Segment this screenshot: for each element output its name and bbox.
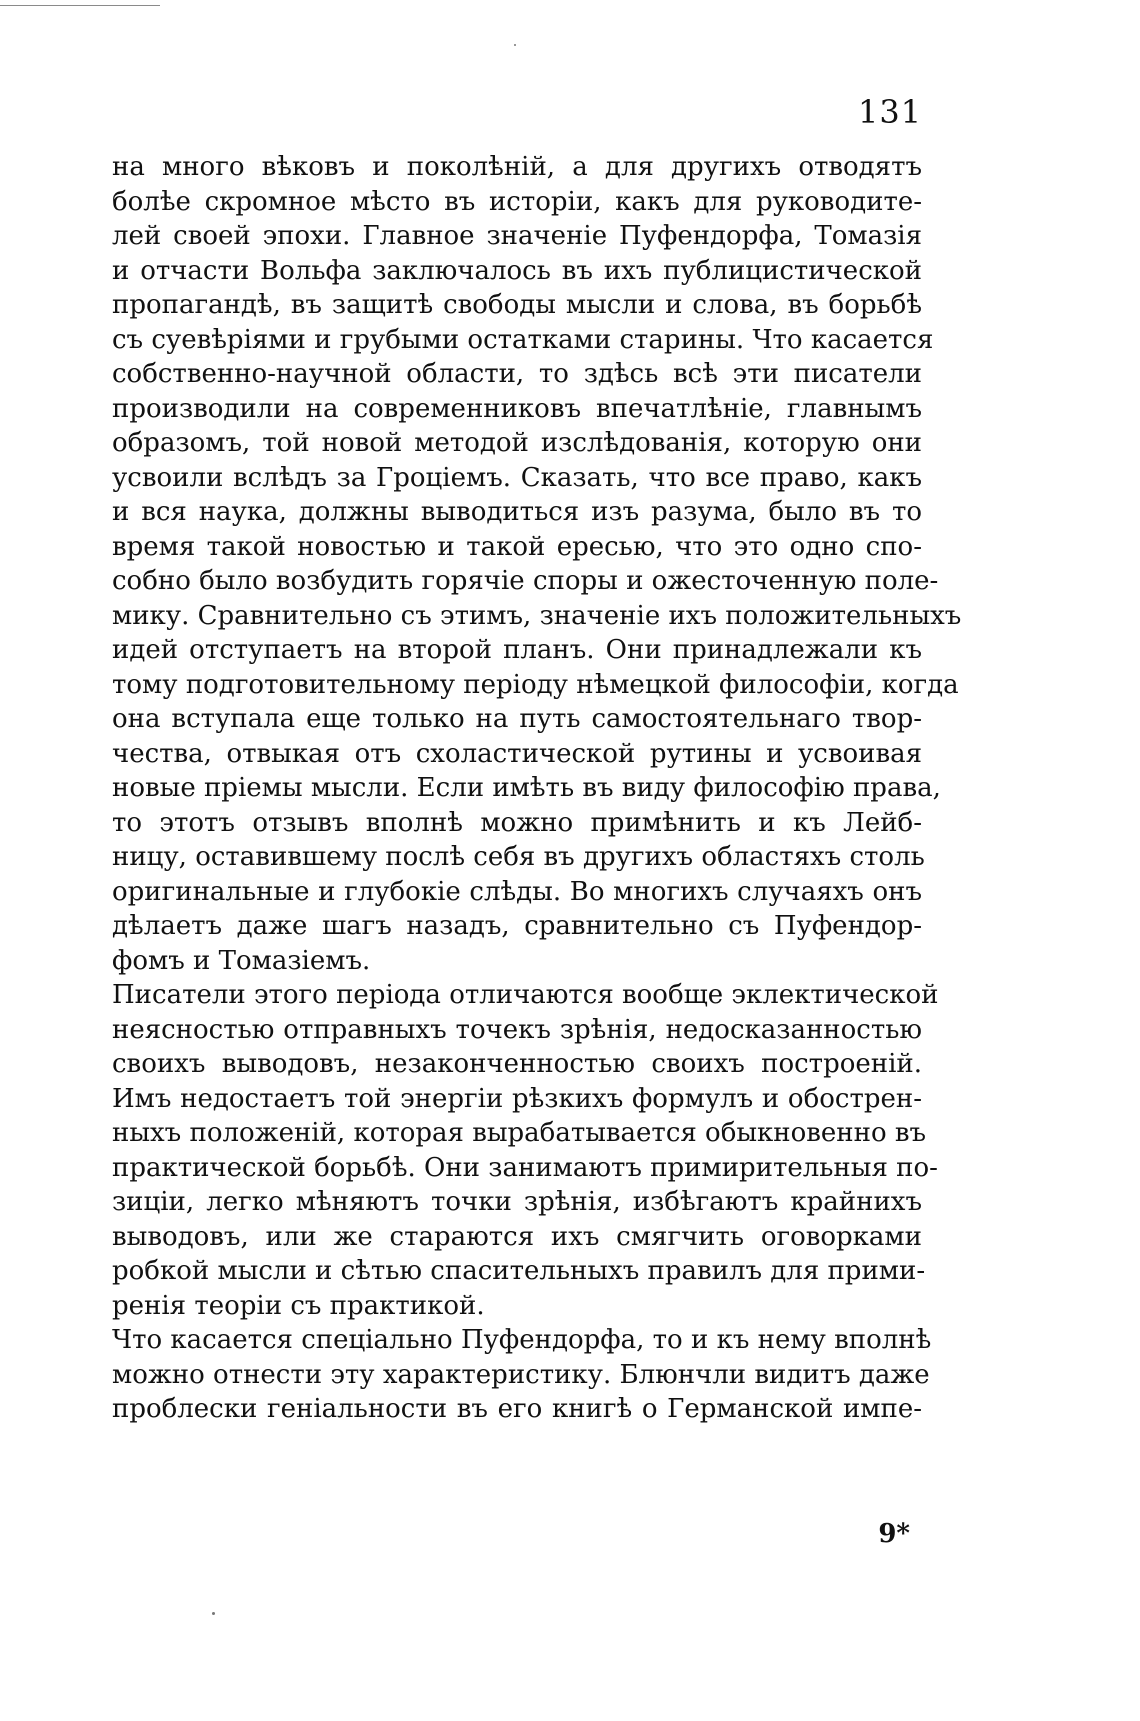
page-number: 131 (858, 93, 923, 131)
text-line: усвоили вслѣдъ за Гроціемъ. Сказать, что все право, какъ (112, 462, 922, 493)
text-line: Имъ недостаетъ той энергіи рѣзкихъ формулъ и обострен- (112, 1083, 922, 1114)
text-line: лей своей эпохи. Главное значеніе Пуфендорфа, Томазія (112, 221, 922, 251)
text-line: собно было возбудить горячіе споры и ожесточенную поле- (112, 566, 939, 596)
text-line: пропагандѣ, въ защитѣ свободы мысли и слова, въ борьбѣ (112, 290, 922, 320)
text-line: проблески геніальности въ его книгѣ о Германской импе- (112, 1394, 922, 1424)
text-line: зиціи, легко мѣняютъ точки зрѣнія, избѣгаютъ крайнихъ (112, 1187, 922, 1217)
text-line: болѣе скромное мѣсто въ исторіи, какъ для руководите- (112, 186, 922, 217)
signature-mark: 9* (878, 1519, 910, 1549)
text-line: своихъ выводовъ, незаконченностью своихъ построеній. (112, 1049, 922, 1079)
text-line: ныхъ положеній, которая вырабатывается обыкновенно въ (112, 1118, 927, 1148)
text-line: и отчасти Вольфа заключалось въ ихъ публицистической (112, 255, 922, 286)
text-line: можно отнести эту характеристику. Блюнчли видитъ даже (112, 1359, 930, 1390)
text-line: она вступала еще только на путь самостоятельнаго твор- (112, 704, 922, 734)
text-line: мику. Сравнительно съ этимъ, значеніе ихъ положительныхъ (112, 600, 962, 631)
text-line: Что касается спеціально Пуфендорфа, то и къ нему вполнѣ (112, 1325, 932, 1355)
text-line: чества, отвыкая отъ схоластической рутины и усвоивая (112, 738, 922, 769)
text-line: собственно-научной области, то здѣсь всѣ эти писатели (112, 359, 922, 389)
text-line: съ суевѣріями и грубыми остатками старины. Что касается (112, 324, 934, 355)
text-line: робкой мысли и сѣтью спасительныхъ правилъ для прими- (112, 1256, 926, 1286)
text-line: Писатели этого періода отличаются вообще эклектической (112, 980, 939, 1010)
text-line: время такой новостью и такой ересью, что это одно спо- (112, 531, 922, 562)
text-line: дѣлаетъ даже шагъ назадъ, сравнительно съ Пуфендор- (112, 911, 922, 941)
scan-speck (514, 44, 516, 46)
text-line: образомъ, той новой методой изслѣдованія, которую они (112, 428, 922, 458)
text-line: идей отступаетъ на второй планъ. Они принадлежали къ (112, 635, 922, 665)
text-body (112, 150, 962, 1427)
text-line: неясностью отправныхъ точекъ зрѣнія, недосказанностью (112, 1014, 922, 1045)
text-line: производили на современниковъ впечатлѣніе, главнымъ (112, 393, 922, 424)
text-line: оригинальные и глубокіе слѣды. Во многихъ случаяхъ онъ (112, 876, 922, 907)
text-line: на много вѣковъ и поколѣній, а для другихъ отводятъ (112, 152, 922, 182)
text-line: тому подготовительному періоду нѣмецкой философіи, когда (112, 669, 959, 700)
text-line: фомъ и Томазіемъ. (112, 945, 371, 976)
text-line: ренія теоріи съ практикой. (112, 1290, 485, 1321)
text-line: и вся наука, должны выводиться изъ разума, было въ то (112, 497, 922, 527)
text-line: выводовъ, или же стараются ихъ смягчить оговорками (112, 1221, 922, 1252)
text-line: практической борьбѣ. Они занимаютъ примирительныя по- (112, 1152, 938, 1183)
text-line: новые пріемы мысли. Если имѣть въ виду философію права, (112, 773, 941, 803)
scan-speck (212, 1612, 215, 1615)
top-rule (0, 5, 160, 6)
text-line: то этотъ отзывъ вполнѣ можно примѣнить и къ Лейб- (112, 807, 922, 838)
text-line: ницу, оставившему послѣ себя въ другихъ областяхъ столь (112, 842, 925, 872)
